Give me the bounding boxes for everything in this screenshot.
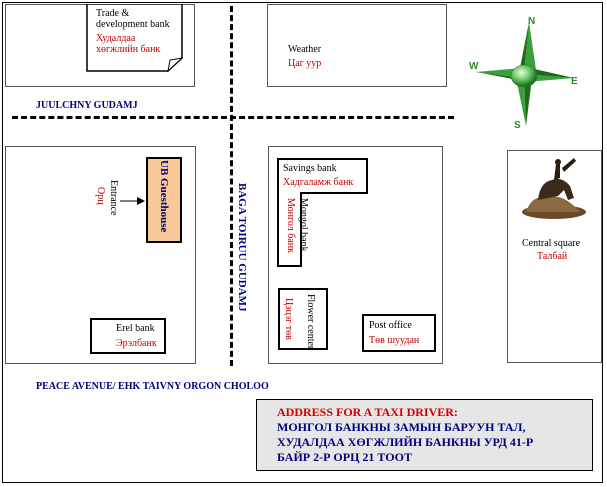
savings-bank-label-mn: Хадгаламж банк [283,177,354,188]
post-office-label-mn: Төв шуудан [369,335,420,346]
savings-bank-label: Savings bank [283,163,337,174]
compass-w: W [469,61,479,72]
central-square-label: Central square [522,238,581,249]
compass-s: S [514,120,521,131]
mongol-bank-label-mn: Монгол банк [285,198,296,253]
guesthouse-label: UB Guesthouse [158,160,170,233]
central-square-label-mn: Талбай [537,251,568,262]
street-juulchny-label: JUULCHNY GUDAMJ [36,100,138,111]
address-box [256,399,593,471]
compass-icon [466,16,582,132]
entrance-label: Entrance [108,180,119,216]
address-line-3: БАЙР 2-Р ОРЦ 21 ТООТ [277,450,412,464]
street-line-vertical [230,6,233,366]
street-line-horizontal [12,116,454,119]
address-title: ADDRESS FOR A TAXI DRIVER: [277,405,458,419]
flower-center-label: Flower center [305,294,316,350]
entrance-label-mn: Орц [95,187,106,205]
trade-bank-label-mn: Худалдаа хөгжлийн банк [96,33,161,55]
post-office-label: Post office [369,320,412,331]
weather-label: Weather [288,44,322,55]
entrance-arrow-icon [120,196,146,206]
address-line-1: МОНГОЛ БАНКНЫ ЗАМЫН БАРУУН ТАЛ, [277,420,526,434]
street-baga-toiruu-label: BAGA TOIRUU GUDAMJ [236,183,248,312]
erel-bank-label-mn: Эрэлбанк [116,338,157,349]
trade-bank-label: Trade & development bank [96,8,170,30]
flower-center-label-mn: Цэцэг төв [283,298,294,340]
mongol-bank-label: Mongol bank [298,198,309,252]
address-line-2: ХУДАЛДАА ХӨГЖЛИЙН БАНКНЫ УРД 41-Р [277,435,534,449]
compass-e: E [571,76,578,87]
weather-label-mn: Цаг уур [288,58,322,69]
statue-icon [518,158,588,220]
erel-bank-label: Erel bank [116,323,155,334]
street-peace-avenue-label: PEACE AVENUE/ EHK TAIVNY ORGON CHOLOO [36,381,269,392]
compass-n: N [528,16,536,27]
trade-bank-box [86,4,183,72]
compass-rose [466,16,582,132]
